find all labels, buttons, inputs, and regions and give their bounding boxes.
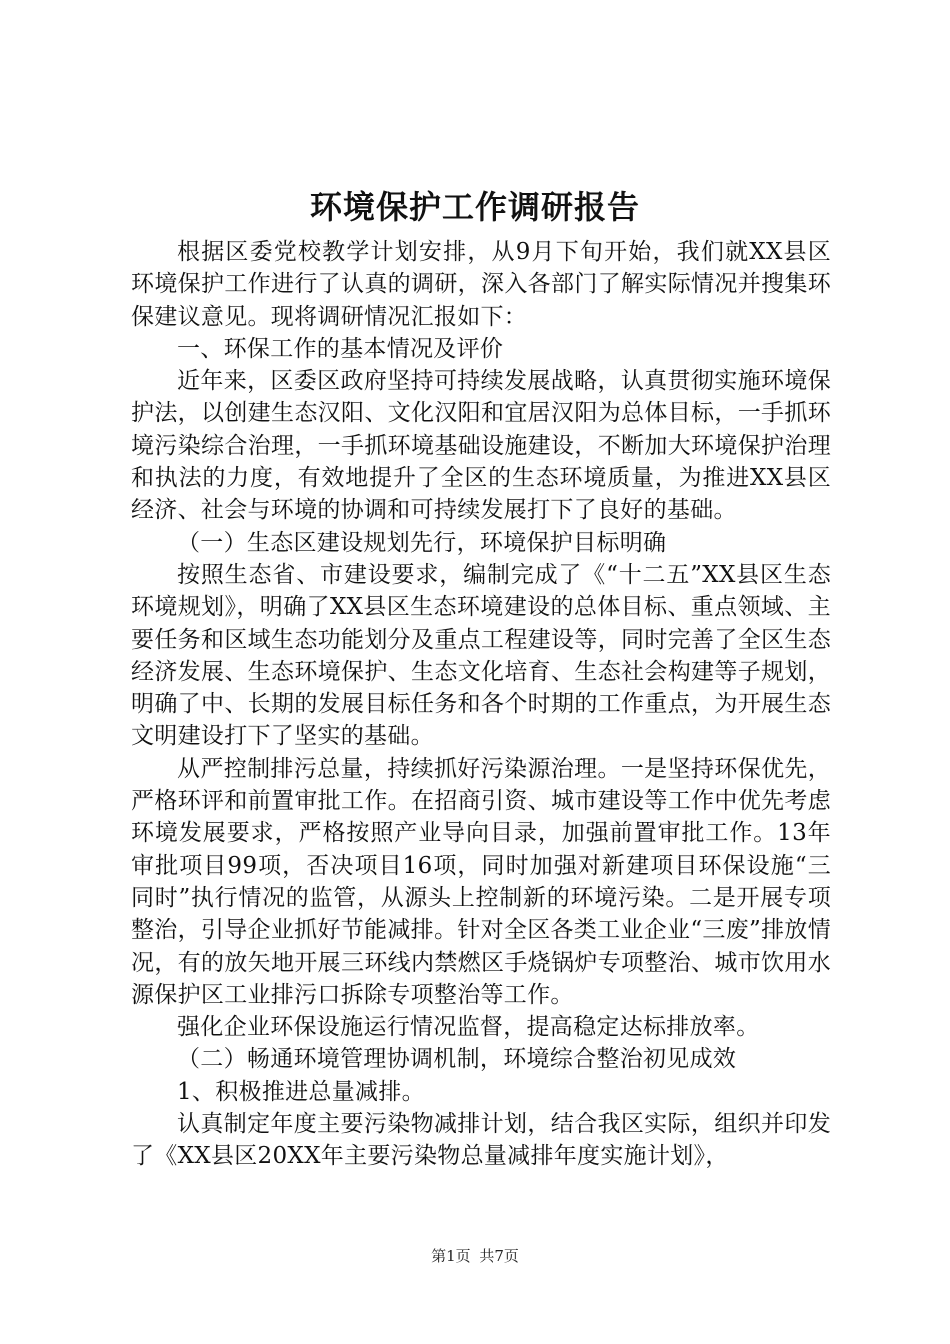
paragraph-emission-plan: 认真制定年度主要污染物减排计划，结合我区实际，组织并印发了《XX县区20XX年主要污染物总量减排年度实施计划》， xyxy=(131,1111,831,1170)
subsection-heading-1: （一）生态区建设规划先行，环境保护目标明确 xyxy=(177,529,667,556)
paragraph-pollution-control: 从严控制排污总量，持续抓好污染源治理。一是坚持环保优先，严格环评和前置审批工作。在招商引资、城市建设等工作中优先考虑环境发展要求，严格按照产业导向目录，加强前置审批工作。13年审批项目99项，否决项目16项，同时加强对新建项目环保设施“三同时”执行情况的监管，从源头上控制新的环境污染。二是开展专项整治，引导企业抓好节能减排。针对全区各类工业企业“三废”排放情况，有的放矢地开展三环线内禁燃区手烧锅炉专项整治、城市饮用水源保护区工业排污口拆除专项整治等工作。 xyxy=(131,755,831,1008)
item-heading-1: 1、积极推进总量减排。 xyxy=(177,1078,425,1105)
paragraph-overview: 近年来，区委区政府坚持可持续发展战略，认真贯彻实施环境保护法，以创建生态汉阳、文化汉阳和宜居汉阳为总体目标，一手抓环境污染综合治理，一手抓环境基础设施建设，不断加大环境保护治理和执法的力度，有效地提升了全区的生态环境质量，为推进XX县区经济、社会与环境的协调和可持续发展打下了良好的基础。 xyxy=(131,368,831,524)
paragraph-supervision: 强化企业环保设施运行情况监督，提高稳定达标排放率。 xyxy=(177,1014,760,1041)
page-footer xyxy=(0,1246,950,1266)
paragraph-intro: 根据区委党校教学计划安排，从9月下旬开始，我们就XX县区环境保护工作进行了认真的调研，深入各部门了解实际情况并搜集环保建议意见。现将调研情况汇报如下： xyxy=(131,239,831,330)
subsection-heading-2: （二）畅通环境管理协调机制，环境综合整治初见成效 xyxy=(177,1046,737,1073)
page-total: 共7页 xyxy=(479,1247,519,1265)
document-title: 环境保护工作调研报告 xyxy=(309,188,640,226)
page-number: 第1页 xyxy=(431,1247,471,1265)
section-heading-1: 一、环保工作的基本情况及评价 xyxy=(177,335,504,362)
document-body xyxy=(131,236,831,1173)
paragraph-planning: 按照生态省、市建设要求，编制完成了《“十二五”XX县区生态环境规划》，明确了XX县区生态环境建设的总体目标、重点领域、主要任务和区域生态功能划分及重点工程建设等，同时完善了全区生态经济发展、生态环境保护、生态文化培育、生态社会构建等子规划，明确了中、长期的发展目标任务和各个时期的工作重点，为开展生态文明建设打下了坚实的基础。 xyxy=(131,561,831,750)
